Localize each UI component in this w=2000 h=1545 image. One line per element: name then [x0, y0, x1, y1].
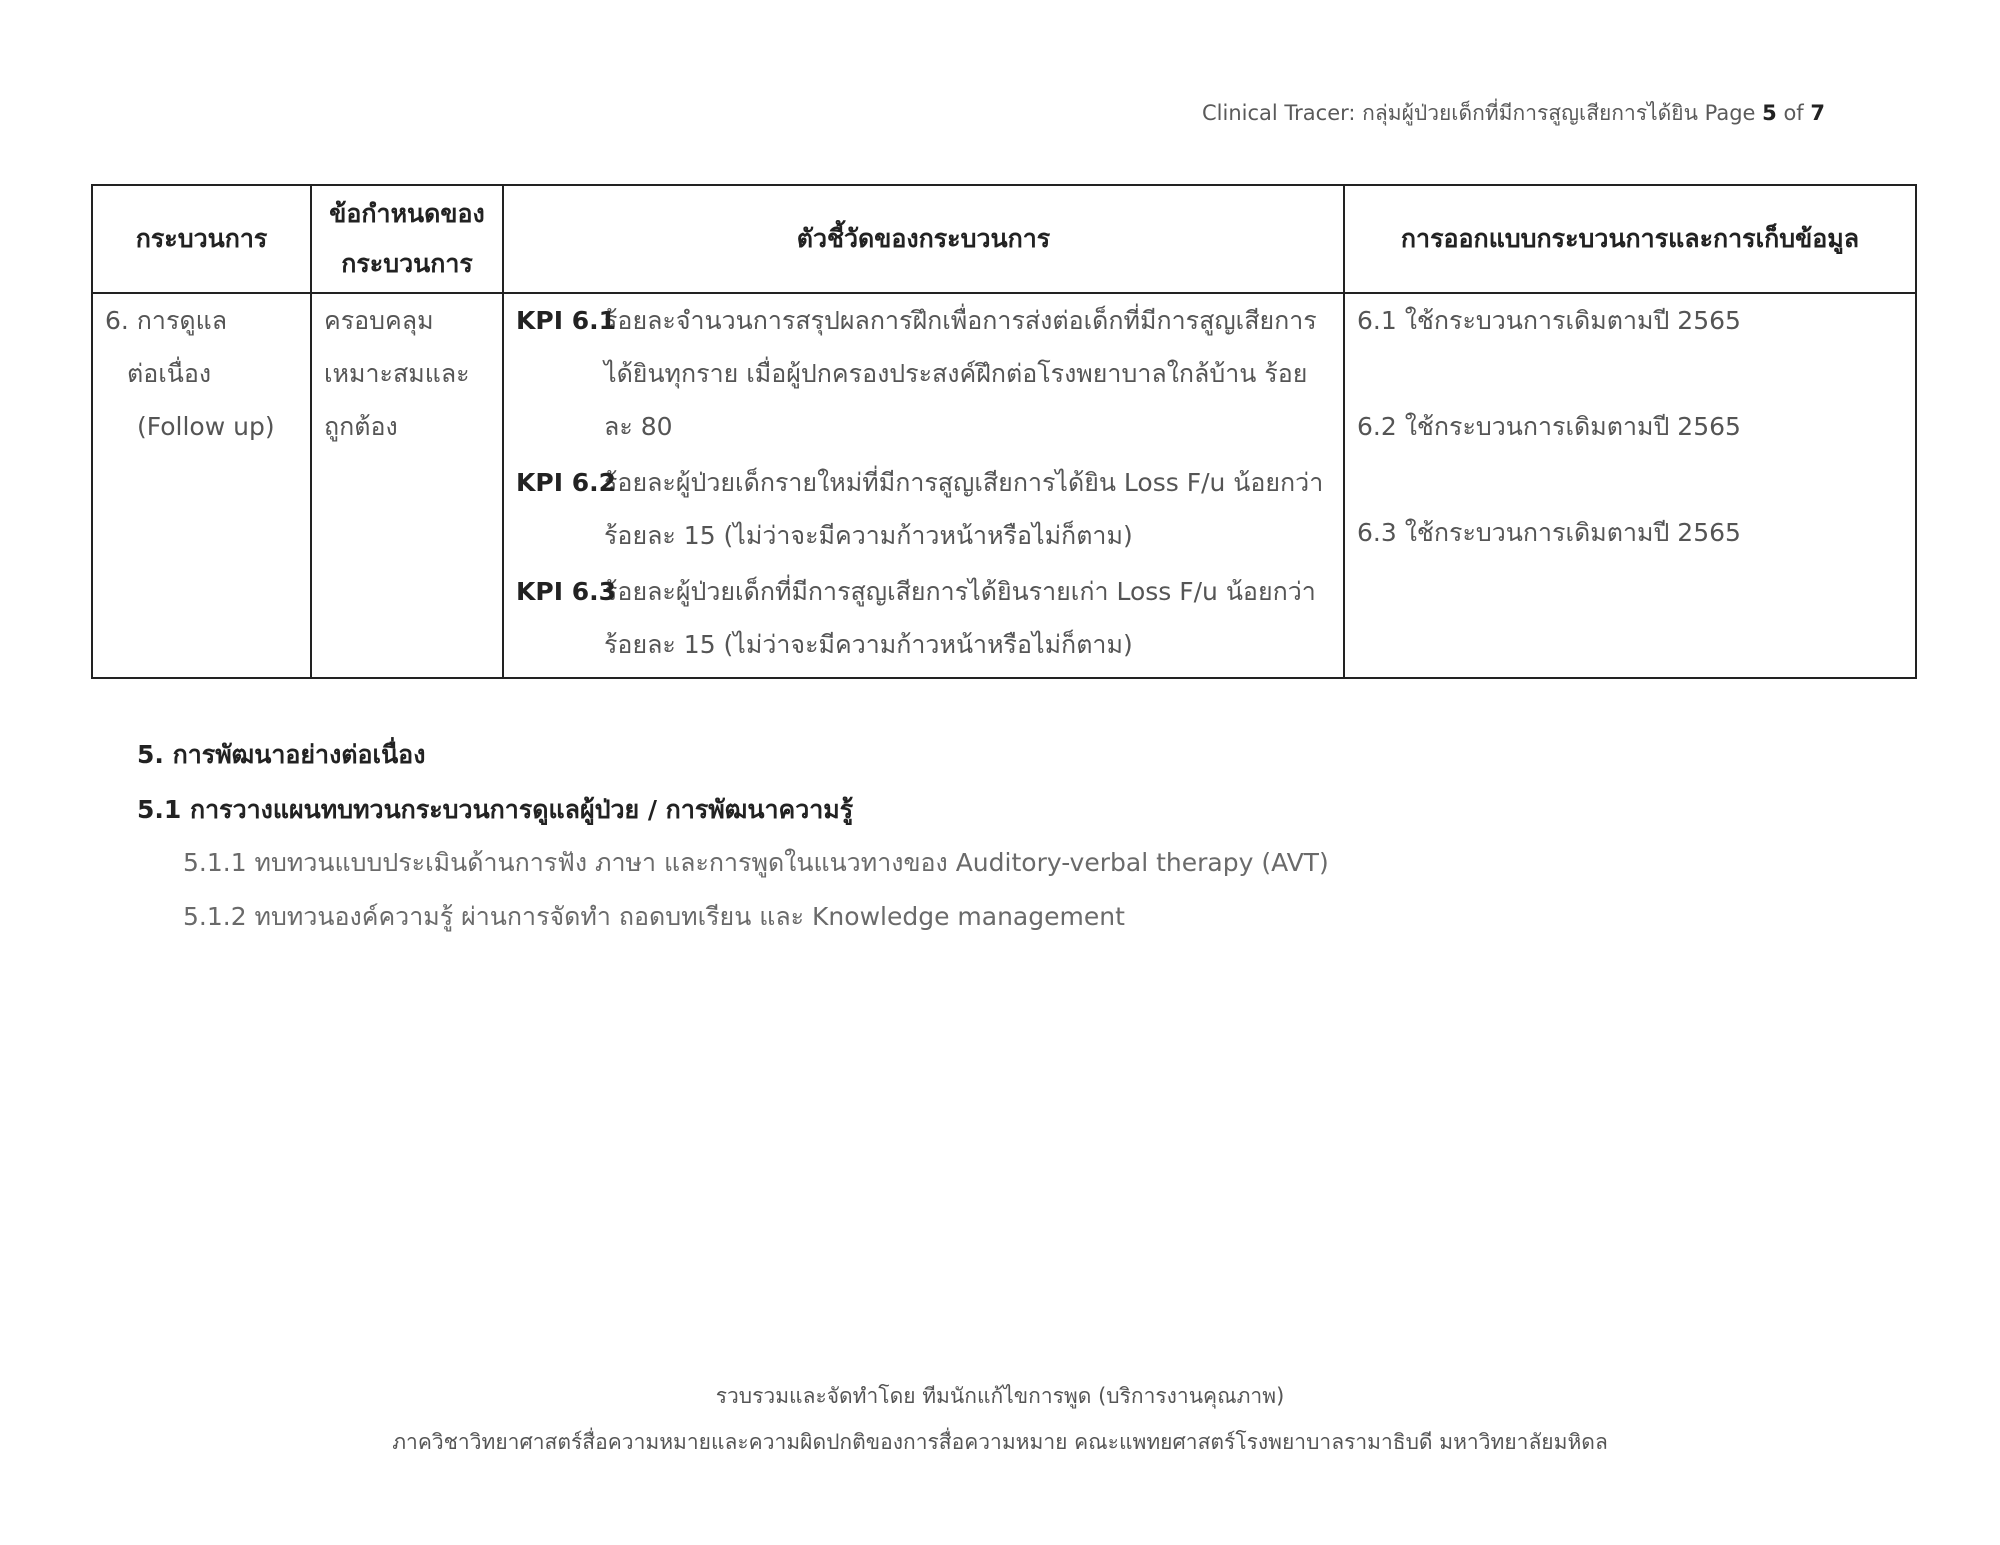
header-requirement-line2: กระบวนการ — [341, 249, 473, 278]
kpi-item — [516, 294, 1331, 453]
subsection-item: 5.1.1 ทบทวนแบบประเมินด้านการฟัง ภาษา และการพูดในแนวทางของ Auditory-verbal therapy (AVT) — [183, 848, 1329, 877]
page-header — [1202, 97, 1825, 130]
requirement-line: ถูกต้อง — [324, 412, 398, 441]
kpi-item — [516, 456, 1331, 562]
page-number: 5 — [1762, 101, 1777, 125]
header-requirement-line1: ข้อกำหนดของ — [329, 199, 485, 228]
footer-line: รวบรวมและจัดทำโดย ทีมนักแก้ไขการพูด (บริการงานคุณภาพ) — [715, 1384, 1285, 1408]
kpi-text: ร้อยละผู้ป่วยเด็กรายใหม่ที่มีการสูญเสียการได้ยิน Loss F/u น้อยกว่า ร้อยละ 15 (ไม่ว่าจะมีความก้าวหน้าหรือไม่ก็ตาม) — [604, 468, 1324, 550]
kpi-text: ร้อยละจำนวนการสรุปผลการฝึกเพื่อการส่งต่อเด็กที่มีการสูญเสียการได้ยินทุกราย เมื่อผู้ปกครองประสงค์ฝึกต่อโรงพยาบาลใกล้บ้าน ร้อยละ 80 — [604, 306, 1317, 441]
footer-line: ภาควิชาวิทยาศาสตร์สื่อความหมายและความผิดปกติของการสื่อความหมาย คณะแพทยศาสตร์โรงพยาบาลรามาธิบดี มหาวิทยาลัยมหิดล — [392, 1430, 1608, 1454]
header-title: Clinical Tracer: กลุ่มผู้ป่วยเด็กที่มีการสูญเสียการได้ยิน Page — [1202, 101, 1763, 125]
kpi-label: KPI 6.1 — [516, 306, 616, 335]
requirement-line: เหมาะสมและ — [324, 359, 470, 388]
kpi-text: ร้อยละผู้ป่วยเด็กที่มีการสูญเสียการได้ยินรายเก่า Loss F/u น้อยกว่า ร้อยละ 15 (ไม่ว่าจะมีความก้าวหน้าหรือไม่ก็ตาม) — [604, 577, 1316, 659]
process-cell — [92, 293, 311, 678]
header-design: การออกแบบกระบวนการและการเก็บข้อมูล — [1344, 185, 1916, 293]
process-line: ต่อเนื่อง — [127, 359, 212, 388]
indicator-cell — [503, 293, 1344, 678]
design-item: 6.1 ใช้กระบวนการเดิมตามปี 2565 — [1357, 306, 1741, 335]
process-table — [91, 184, 1917, 679]
design-cell — [1344, 293, 1916, 678]
kpi-label: KPI 6.3 — [516, 577, 616, 606]
requirement-line: ครอบคลุม — [324, 306, 434, 335]
kpi-item — [516, 565, 1331, 671]
header-indicator: ตัวชี้วัดของกระบวนการ — [503, 185, 1344, 293]
header-requirement — [311, 185, 503, 293]
header-of: of — [1776, 101, 1811, 125]
page-total: 7 — [1810, 101, 1825, 125]
subsection-item: 5.1.2 ทบทวนองค์ความรู้ ผ่านการจัดทำ ถอดบทเรียน และ Knowledge management — [183, 902, 1125, 931]
kpi-label: KPI 6.2 — [516, 468, 616, 497]
design-item: 6.3 ใช้กระบวนการเดิมตามปี 2565 — [1357, 518, 1741, 547]
table-header-row — [92, 185, 1916, 293]
process-line: (Follow up) — [137, 412, 275, 441]
process-line: 6. การดูแล — [105, 306, 228, 335]
header-process: กระบวนการ — [92, 185, 311, 293]
requirement-cell — [311, 293, 503, 678]
section-heading: 5. การพัฒนาอย่างต่อเนื่อง — [137, 740, 426, 769]
table-row — [92, 293, 1916, 678]
design-item: 6.2 ใช้กระบวนการเดิมตามปี 2565 — [1357, 412, 1741, 441]
subsection-heading: 5.1 การวางแผนทบทวนกระบวนการดูแลผู้ป่วย / การพัฒนาความรู้ — [137, 795, 854, 824]
